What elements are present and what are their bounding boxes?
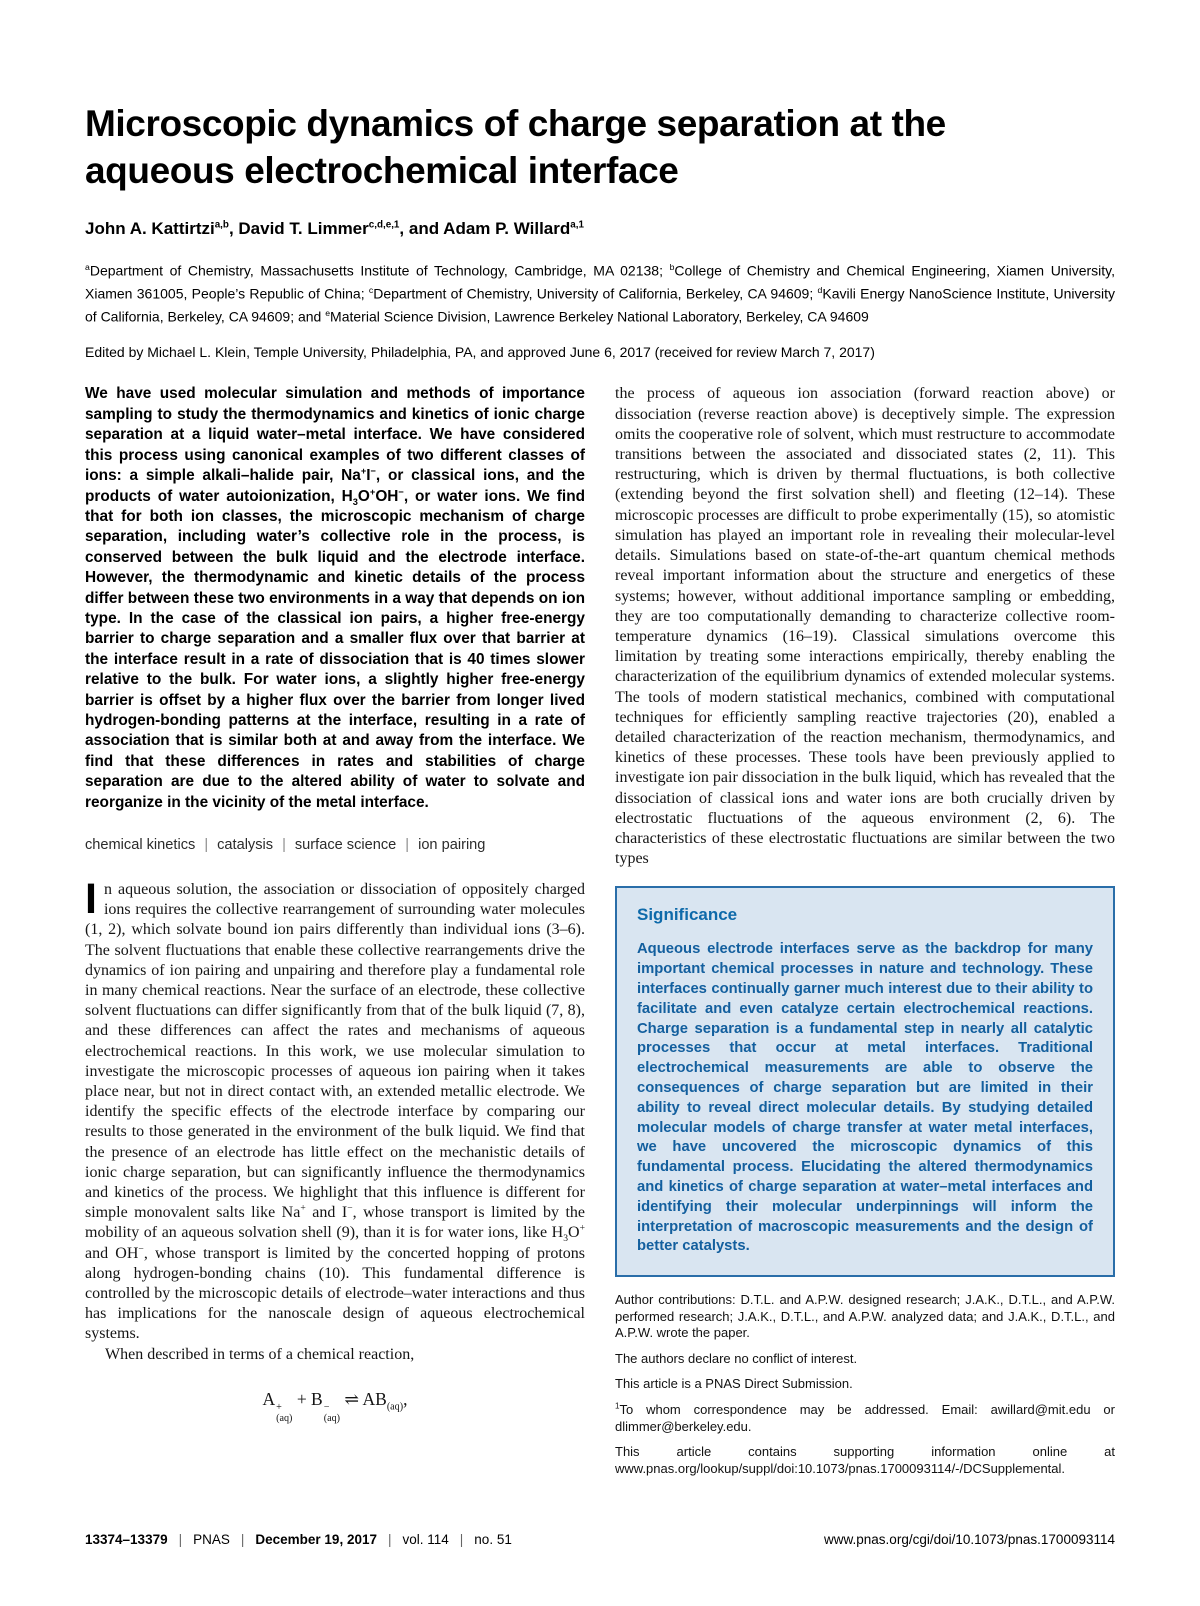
inline-link[interactable]: awillard@mit.edu <box>990 1402 1091 1418</box>
footnote-author-contributions: Author contributions: D.T.L. and A.P.W. designed research; J.A.K., D.T.L., and A.P.W. performed research; J.A.K., D.T.L., and A.P.W. analyzed data; and J.A.K., D.T.L., and A.P.W. wrote the paper. <box>615 1292 1115 1341</box>
footer-doi-url[interactable]: www.pnas.org/cgi/doi/10.1073/pnas.1700093114 <box>824 1532 1115 1547</box>
footnote-direct-submission: This article is a PNAS Direct Submission. <box>615 1376 853 1392</box>
footnote-supporting-info: This article contains supporting information online at www.pnas.org/lookup/suppl/doi:10.1073/pnas.1700093114/-/DCSupplemental. <box>615 1444 1115 1476</box>
continuation-paragraph: the process of aqueous ion association (forward reaction above) or dissociation (reverse reaction above) is deceptively simple. The expression omits the cooperative role of solvent, which must restructure to accommodate transitions between the associated and dissociated states (2, 11). This restructuring, which is driven by thermal fluctuations, is both collective (extending beyond the first solvation shell) and fleeting (12–14). These microscopic processes are difficult to probe experimentally (15), so atomistic simulation has played an important role in revealing their molecular-level details. Simulations based on state-of-the-art quantum chemical methods reveal important information about the structure and energetics of these systems; however, without additional importance sampling or embedding, they are too computationally demanding to characterize collective room-temperature dynamics (16–19). Classical simulations overcome this limitation by treating some interactions empirically, thereby enabling the characterization of the equilibrium dynamics of extended molecular systems. The tools of modern statistical mechanics, combined with computational techniques for efficiently sampling reactive trajectories (20), enabled a detailed characterization of the reaction mechanism, thermodynamics, and kinetics of these processes. These tools have been previously applied to investigate ion pair dissociation in the bulk liquid, which has revealed that the dissociation of classical ions and water ions are both crucially driven by electrostatic fluctuations of the aqueous environment (2, 6). The characteristics of these electrostatic fluctuations are similar between the two types <box>615 385 1115 868</box>
reaction-equation: A + (aq) + B − (aq) ⇌ $AB_{(aq)}$, <box>262 1388 408 1424</box>
inline-link[interactable]: www.pnas.org/lookup/suppl/doi:10.1073/pnas.1700093114/-/DCSupplemental <box>615 1460 1062 1476</box>
footnote-correspondence: $^1$To whom correspondence may be addressed. Email: awillard@mit.edu or dlimmer@berkeley.edu. <box>615 1401 1115 1434</box>
title-line-2: aqueous electrochemical interface <box>85 150 679 191</box>
two-column-body <box>85 384 1115 1564</box>
page-title <box>85 100 1115 194</box>
drop-cap: I <box>85 875 97 923</box>
significance-text: Aqueous electrode interfaces serve as the backdrop for many important chemical processes in nature and technology. These interfaces continually garner much interest due to their ability to facilitate and even catalyze certain electrochemical reactions. Charge separation is a fundamental step in nearly all catalytic processes that occur at metal interfaces. Traditional electrochemical measurements are able to observe the consequences of charge separation but are limited in their ability to reveal direct molecular details. By studying detailed molecular models of charge transfer at water metal interfaces, we have uncovered the microscopic dynamics of this fundamental process. Elucidating the altered thermodynamics and kinetics of charge separation at water–metal interfaces and identifying their molecular underpinnings will inform the interpretation of macroscopic measurements and the design of better catalysts. <box>637 941 1093 1255</box>
right-column <box>615 384 1115 1564</box>
page-footer <box>85 1532 1115 1547</box>
footnotes <box>615 1292 1115 1477</box>
reaction-lead-in: When described in terms of a chemical reaction, <box>105 1345 415 1363</box>
significance-heading: Significance <box>637 905 738 925</box>
significance-box <box>615 886 1115 1277</box>
title-line-1: Microscopic dynamics of charge separation at the <box>85 103 946 144</box>
footnote-conflict-of-interest: The authors declare no conflict of interest. <box>615 1350 858 1366</box>
left-column <box>85 384 585 1564</box>
abstract: We have used molecular simulation and methods of importance sampling to study the thermodynamics and kinetics of ionic charge separation at a liquid water–metal interface. We have considered this process using canonical examples of two different classes of ions: a simple alkali–halide pair, Na+I−, or classical ions, and the products of water autoionization, $H_3O^+OH^-$, or water ions. We find that for both ion classes, the microscopic mechanism of charge separation, including water’s collective role in the process, is conserved between the bulk liquid and the electrode interface. However, the thermodynamic and kinetic details of the process differ between these two environments in a way that depends on ion type. In the case of the classical ion pairs, a higher free-energy barrier to charge separation and a smaller flux over that barrier at the interface result in a rate of dissociation that is 40 times slower relative to the bulk. For water ions, a slightly higher free-energy barrier is offset by a higher flux over the barrier from longer lived hydrogen-bonding patterns at the interface, resulting in a rate of association that is similar both at and away from the interface. We find that these differences in rates and stabilities of charge separation are due to the altered ability of water to solvate and reorganize in the vicinity of the metal interface. <box>85 385 585 811</box>
footer-citation: 13374–13379 | PNAS | December 19, 2017 | vol. 114 | no. 51 <box>85 1532 512 1547</box>
author-line: John A. Kattirtzi$^{a,b}$, David T. Limmer$^{c,d,e,1}$, and Adam P. Willard$^{a,1}$ <box>85 219 584 238</box>
intro-paragraph: In aqueous solution, the association or dissociation of oppositely charged ions requires the collective rearrangement of surrounding water molecules (1, 2), which solvate bound ion pairs differently than individual ions (3–6). The solvent fluctuations that enable these collective rearrangements drive the dynamics of ion pairing and unpairing and therefore play a fundamental role in many chemical reactions. Near the surface of an electrode, these collective solvent fluctuations can differ significantly from that of the bulk liquid (7, 8), and these differences can affect the rates and mechanisms of aqueous electrochemical reactions. In this work, we use molecular simulation to investigate the microscopic processes of aqueous ion pairing when it takes place near, but not in direct contact with, an extended metallic electrode. We identify the specific effects of the electrode interface by comparing our results to those generated in the environment of the bulk liquid. We find that the presence of an electrode has little effect on the mechanistic details of ionic charge separation, but can significantly influence the thermodynamics and kinetics of the process. We highlight that this influence is different for simple monovalent salts like Na+ and I−, whose transport is limited by the mobility of an aqueous solvation shell (9), than it is for water ions, like $H_3O^+$ and OH−, whose transport is limited by the concerted hopping of protons along hydrogen-bonding chains (10). This fundamental difference is controlled by the microscopic details of electrode–water interactions and thus has implications for the nanoscale design of aqueous electrochemical systems. <box>85 875 586 1343</box>
affiliations: $^a$Department of Chemistry, Massachusetts Institute of Technology, Cambridge, MA 02138; $^b$College of Chemistry and Chemical Engineering, Xiamen University, Xiamen 361005, People’s Republic of China; $^c$Department of Chemistry, University of California, Berkeley, CA 94609; $^d$Kavili Energy NanoScience Institute, University of California, Berkeley, CA 94609; and $^e$Material Science Division, Lawrence Berkeley National Laboratory, Berkeley, CA 94609 <box>85 262 1115 325</box>
keywords-line: chemical kinetics | catalysis | surface science | ion pairing <box>85 837 486 853</box>
inline-link[interactable]: dlimmer@berkeley.edu <box>615 1418 748 1434</box>
edited-by-line: Edited by Michael L. Klein, Temple University, Philadelphia, PA, and approved June 6, 2017 (received for review March 7, 2017) <box>85 344 875 361</box>
masthead <box>85 100 1115 360</box>
